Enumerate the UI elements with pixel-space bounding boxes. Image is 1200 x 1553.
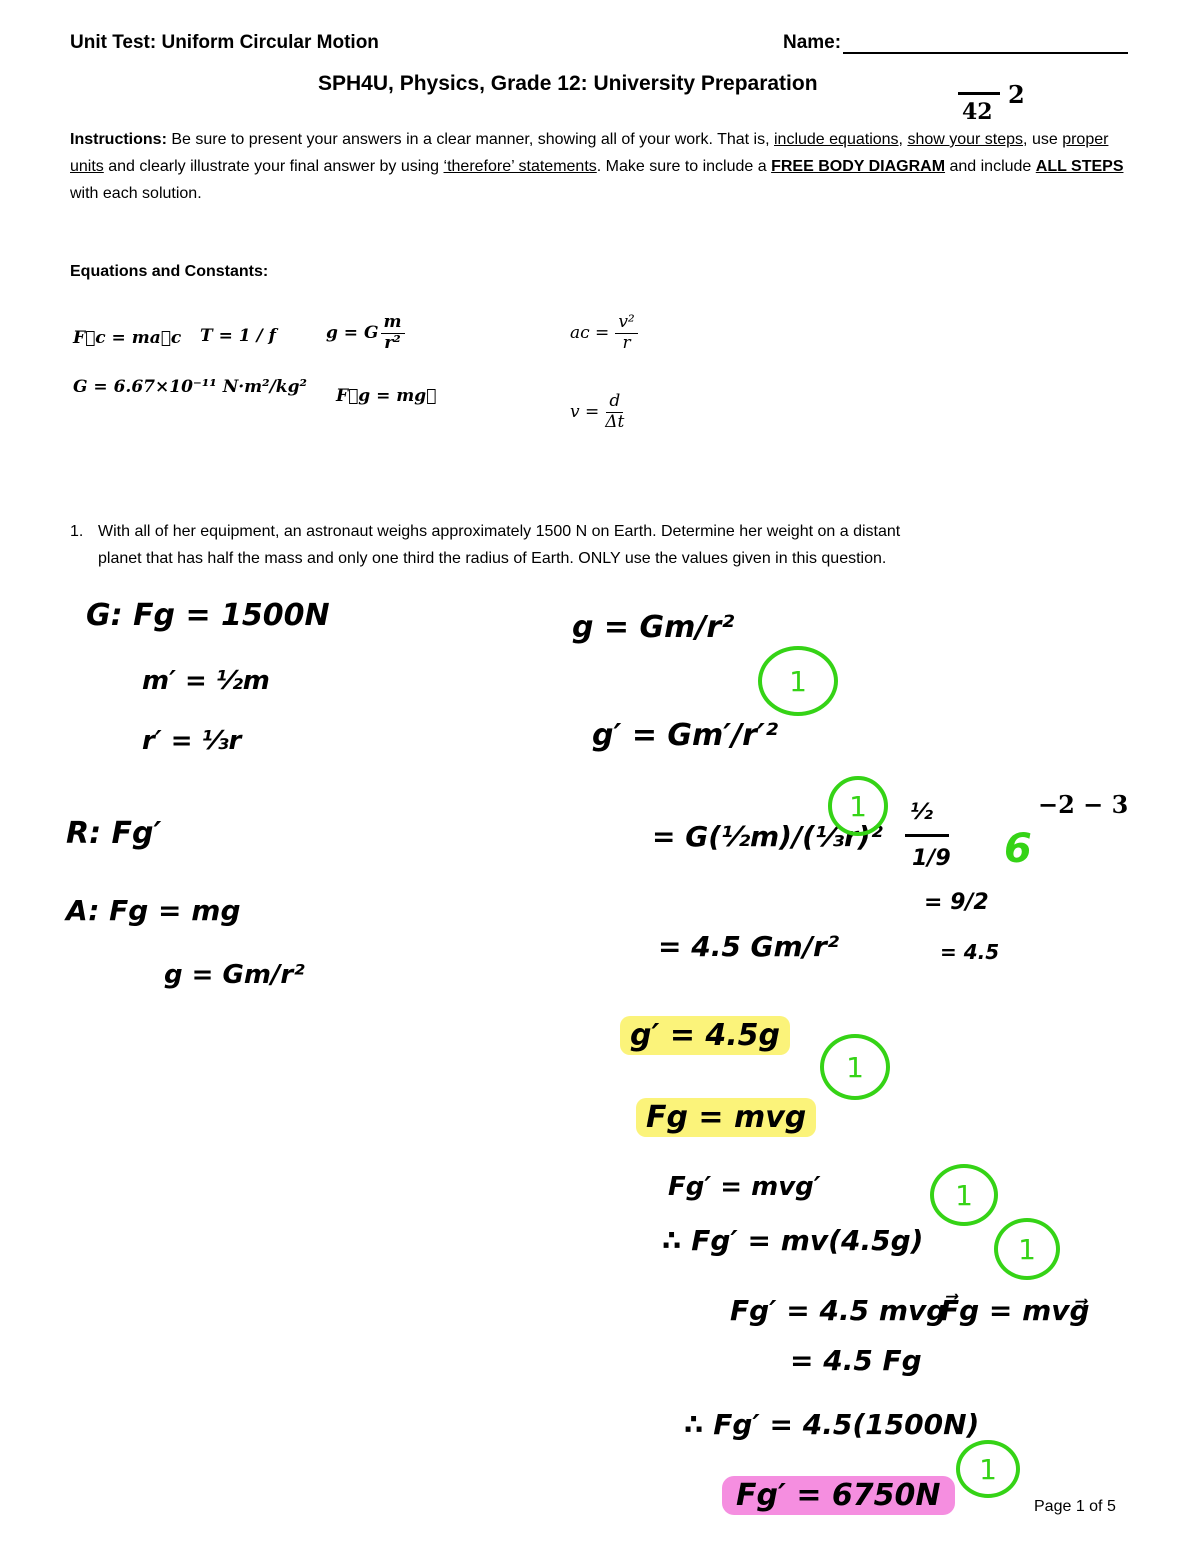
score-fraction-bar xyxy=(958,92,1000,95)
grade-mark-circle: 1 xyxy=(930,1164,998,1226)
eq-gravity-field xyxy=(326,313,405,353)
score-value: 2 xyxy=(1008,80,1025,109)
hw-fg-prime-mvg: Fg′ = mvg′ xyxy=(668,1172,821,1202)
eq-ac-num: v² xyxy=(615,313,637,334)
hw-side-92: = 9/2 xyxy=(924,890,989,915)
hw-given: G: Fg = 1500N xyxy=(86,598,330,633)
hw-required: R: Fg′ xyxy=(66,816,162,851)
eq-speed xyxy=(570,392,624,432)
hw-fg-prime-sub: ∴ Fg′ = mv(4.5g) xyxy=(662,1224,924,1257)
instructions-underline-4: ‘therefore’ statements xyxy=(443,158,597,175)
instructions-underline-3: proper units xyxy=(70,131,1109,175)
hw-fg-prime-45: Fg′ = 4.5 mvg xyxy=(730,1294,947,1327)
hw-r-prime: r′ = ⅓r xyxy=(142,726,242,756)
grade-mark-circle: 1 xyxy=(758,646,838,716)
eq-v-num: d xyxy=(606,392,623,413)
instructions-underline-2: show your steps xyxy=(907,131,1024,148)
hw-g-formula-left: g = Gm/r² xyxy=(164,960,305,990)
instructions-text: , xyxy=(898,131,908,148)
test-title: Unit Test: Uniform Circular Motion xyxy=(70,32,379,53)
hw-final-answer: Fg′ = 6750N xyxy=(722,1476,955,1515)
instructions-text: Be sure to present your answers in a clear manner, showing all of your work. That is, xyxy=(166,131,774,148)
instructions-bold-1: FREE BODY DIAGRAM xyxy=(771,158,946,175)
hw-fg-mvg: Fg = mvg xyxy=(636,1098,816,1137)
hw-step-45: = 4.5 Gm/r² xyxy=(658,930,840,963)
instructions xyxy=(70,126,1130,207)
instructions-underline-1: include equations xyxy=(774,131,899,148)
grade-mark-circle: 1 xyxy=(956,1440,1020,1498)
page-number: Page 1 of 5 xyxy=(1034,1498,1116,1515)
grade-mark-circle: 1 xyxy=(828,776,888,836)
eq-ac-den: r xyxy=(622,332,631,353)
score-denominator: 42 xyxy=(962,99,993,125)
hw-side-ninth: 1/9 xyxy=(912,846,951,871)
eq-centripetal-acc xyxy=(570,313,638,353)
hw-analysis: A: Fg = mg xyxy=(66,894,241,927)
equations-heading: Equations and Constants: xyxy=(70,263,269,280)
grade-score: 6 xyxy=(1004,826,1032,872)
eq-g-den: r² xyxy=(384,332,401,353)
instructions-text: and include xyxy=(945,158,1036,175)
eq-v-lhs: v = xyxy=(570,402,600,423)
hw-sub-step: = G(½m)/(⅓r)² xyxy=(652,820,883,853)
instructions-text: and clearly illustrate your final answer by using xyxy=(103,158,444,175)
hw-g-formula: g = Gm/r² xyxy=(572,610,735,645)
eq-ac-lhs: aᴄ = xyxy=(570,323,610,344)
instructions-bold-2: ALL STEPS xyxy=(1035,158,1124,175)
eq-v-den: Δt xyxy=(605,411,625,432)
course-title: SPH4U, Physics, Grade 12: University Preparation xyxy=(318,72,818,95)
question-text-line-2: planet that has half the mass and only one third the radius of Earth. ONLY use the values given in this question. xyxy=(98,550,887,567)
instructions-text: . Make sure to include a xyxy=(596,158,772,175)
name-label: Name: xyxy=(783,32,842,53)
margin-deduction: −2 − 3 xyxy=(1038,790,1129,819)
instructions-text: , use xyxy=(1023,131,1063,148)
hw-side-half: ½ xyxy=(910,800,933,825)
hw-fg-eq-45fg: = 4.5 Fg xyxy=(790,1344,922,1377)
hw-g-prime-formula: g′ = Gm′/r′² xyxy=(592,718,779,753)
hw-g-prime-result: g′ = 4.5g xyxy=(620,1016,790,1055)
hw-side-45: = 4.5 xyxy=(940,940,1000,964)
hw-side-fraction-bar xyxy=(905,834,949,837)
hw-m-prime: m′ = ½m xyxy=(142,666,270,696)
eq-period: T = 1 / f xyxy=(200,326,276,346)
grade-mark-circle: 1 xyxy=(820,1034,890,1100)
hw-fg-vec-note: F⃗g = mvg⃗ xyxy=(940,1294,1090,1327)
hw-fg-prime-final-sub: ∴ Fg′ = 4.5(1500N) xyxy=(684,1408,980,1441)
instructions-label: Instructions: xyxy=(70,131,167,148)
question-text-line-1: With all of her equipment, an astronaut weighs approximately 1500 N on Earth. Determine her weight on a distant xyxy=(98,523,901,540)
eq-gravitational-constant: G = 6.67×10⁻¹¹ N·m²/kg² xyxy=(73,377,307,397)
eq-centripetal-force: F⃗c = ma⃗c xyxy=(73,328,182,348)
eq-weight: F⃗g = mg⃗ xyxy=(336,386,437,406)
name-line[interactable] xyxy=(843,52,1128,54)
question-number: 1. xyxy=(70,523,84,540)
grade-mark-circle: 1 xyxy=(994,1218,1060,1280)
eq-g-lhs: g = G xyxy=(326,323,379,344)
eq-g-num: m xyxy=(381,313,405,334)
instructions-text: with each solution. xyxy=(70,185,202,202)
